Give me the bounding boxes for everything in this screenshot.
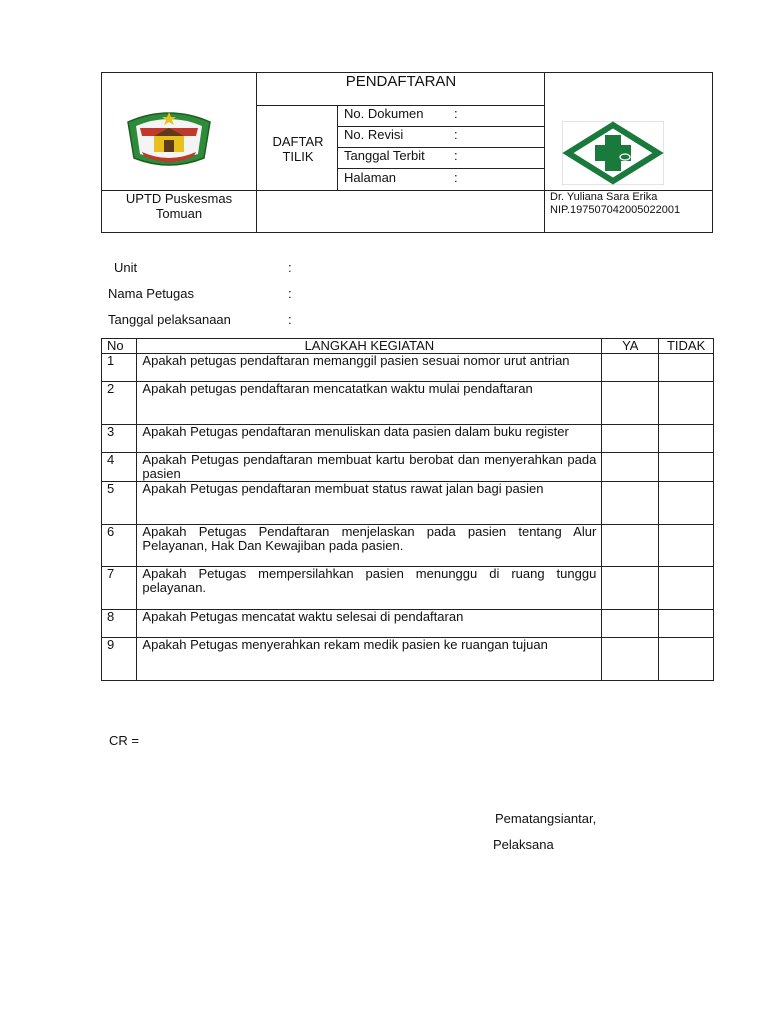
- row-question: Apakah petugas pendaftaran mencatatkan waktu mulai pendaftaran: [137, 382, 602, 425]
- row-number: 4: [102, 453, 137, 482]
- field-colon: :: [454, 148, 458, 163]
- header-divider: [337, 168, 544, 169]
- row-question: Apakah Petugas pendaftaran menuliskan data pasien dalam buku register: [137, 425, 602, 453]
- field-colon: :: [454, 170, 458, 185]
- header-no-answer: TIDAK: [659, 339, 714, 354]
- row-question: Apakah Petugas pendaftaran membuat status rawat jalan bagi pasien: [137, 482, 602, 525]
- document-type-line: DAFTAR: [272, 134, 324, 149]
- header-no: No: [102, 339, 137, 354]
- no-cell[interactable]: [659, 382, 714, 425]
- yes-cell[interactable]: [602, 482, 659, 525]
- page-field: [344, 170, 458, 185]
- table-row: [102, 525, 714, 567]
- unit-colon: :: [288, 260, 292, 275]
- table-row: [102, 567, 714, 610]
- checklist-table: [101, 338, 714, 681]
- row-number: 3: [102, 425, 137, 453]
- no-cell[interactable]: [659, 425, 714, 453]
- table-row: [102, 482, 714, 525]
- document-title: PENDAFTARAN: [345, 73, 457, 90]
- row-question: Apakah Petugas pendaftaran membuat kartu berobat dan menyerahkan pada pasien: [137, 453, 602, 482]
- execution-date-colon: :: [288, 312, 292, 327]
- field-label: Tanggal Terbit: [344, 148, 425, 163]
- table-row: [102, 382, 714, 425]
- table-row: [102, 638, 714, 681]
- row-number: 9: [102, 638, 137, 681]
- institution-line: UPTD Puskesmas: [125, 191, 233, 206]
- row-question: Apakah Petugas mempersilahkan pasien menunggu di ruang tunggu pelayanan.: [137, 567, 602, 610]
- institution-name: [104, 191, 254, 221]
- header-divider: [256, 72, 257, 233]
- signer-nip: NIP.197507042005022001: [550, 204, 681, 216]
- header-yes: YA: [602, 339, 659, 354]
- no-cell[interactable]: [659, 482, 714, 525]
- field-colon: :: [454, 106, 458, 121]
- officer-name-colon: :: [288, 286, 292, 301]
- row-question: Apakah petugas pendaftaran memanggil pasien sesuai nomor urut antrian: [137, 354, 602, 382]
- row-number: 6: [102, 525, 137, 567]
- row-number: 8: [102, 610, 137, 638]
- field-label: No. Revisi: [344, 127, 404, 142]
- no-cell[interactable]: [659, 610, 714, 638]
- yes-cell[interactable]: [602, 638, 659, 681]
- puskesmas-cross-icon: [562, 121, 664, 185]
- yes-cell[interactable]: [602, 610, 659, 638]
- field-colon: :: [454, 127, 458, 142]
- header-step: LANGKAH KEGIATAN: [137, 339, 602, 354]
- regional-coat-of-arms-icon: [124, 108, 214, 168]
- no-cell[interactable]: [659, 453, 714, 482]
- yes-cell[interactable]: [602, 382, 659, 425]
- officer-name-label: Nama Petugas: [108, 286, 194, 301]
- field-label: Halaman: [344, 170, 397, 185]
- table-row: [102, 354, 714, 382]
- no-cell[interactable]: [659, 354, 714, 382]
- no-cell[interactable]: [659, 525, 714, 567]
- yes-cell[interactable]: [602, 354, 659, 382]
- field-label: No. Dokumen: [344, 106, 424, 121]
- revision-field: [344, 127, 458, 142]
- yes-cell[interactable]: [602, 567, 659, 610]
- yes-cell[interactable]: [602, 425, 659, 453]
- header-divider: [544, 72, 545, 233]
- row-question: Apakah Petugas Pendaftaran menjelaskan pada pasien tentang Alur Pelayanan, Hak Dan Kewajiban pada pasien.: [137, 525, 602, 567]
- yes-cell[interactable]: [602, 525, 659, 567]
- signer-name: Dr. Yuliana Sara Erika: [550, 191, 658, 203]
- no-cell[interactable]: [659, 638, 714, 681]
- row-number: 5: [102, 482, 137, 525]
- row-number: 2: [102, 382, 137, 425]
- institution-line: Tomuan: [155, 206, 203, 221]
- cr-label: CR =: [109, 733, 139, 748]
- table-row: [102, 453, 714, 482]
- row-question: Apakah Petugas menyerahkan rekam medik pasien ke ruangan tujuan: [137, 638, 602, 681]
- signer-block: [550, 191, 680, 217]
- table-header-row: [102, 339, 714, 354]
- execution-date-label: Tanggal pelaksanaan: [108, 312, 231, 327]
- executor-label: Pelaksana: [493, 837, 554, 852]
- row-number: 1: [102, 354, 137, 382]
- table-row: [102, 425, 714, 453]
- row-question: Apakah Petugas mencatat waktu selesai di pendaftaran: [137, 610, 602, 638]
- issue-date-field: [344, 148, 458, 163]
- place-label: Pematangsiantar,: [495, 811, 597, 826]
- unit-label: Unit: [114, 260, 138, 275]
- table-row: [102, 610, 714, 638]
- row-number: 7: [102, 567, 137, 610]
- no-cell[interactable]: [659, 567, 714, 610]
- document-type-line: TILIK: [282, 149, 314, 164]
- doc-number-field: [344, 106, 458, 121]
- yes-cell[interactable]: [602, 453, 659, 482]
- document-type: [258, 134, 338, 164]
